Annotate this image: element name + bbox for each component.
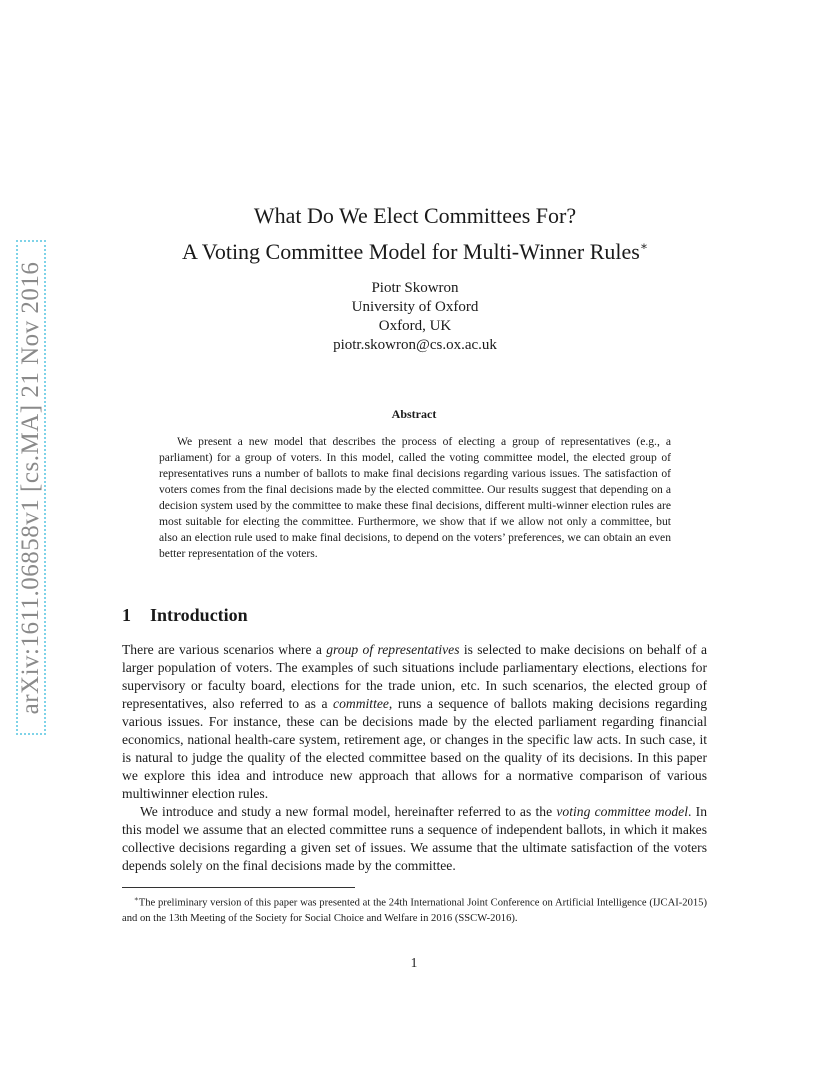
footnote-mark: ∗	[134, 895, 139, 903]
paper-title-line2	[100, 231, 730, 267]
para1-emphasis-a: group of representatives	[326, 642, 460, 657]
abstract-heading: Abstract	[391, 407, 437, 421]
author-location: Oxford, UK	[378, 318, 452, 334]
para2-text-b: . In this model we assume that an elected committee runs a sequence of independent ballots, in which it makes collective decisions regarding a given set of issues. We assume that the ultimate satisfaction of the voters depends solely on the final decisions made by the committee.	[122, 804, 707, 873]
section-heading	[122, 605, 248, 626]
section-number: 1	[122, 605, 131, 625]
para1-text-c: , runs a sequence of ballots making decisions regarding various issues. For instance, these can be decisions made by the elected parliament regarding financial economics, national health-care system, retirement age, or changes in the specific law acts. In such case, it is natural to judge the quality of the elected committee based on the quality of its decisions. In this paper we explore this idea and introduce new approach that allows for a normative comparison of various multiwinner election rules.	[122, 696, 707, 801]
section-title: Introduction	[150, 605, 248, 625]
footnote-rule	[122, 887, 355, 888]
arxiv-stamp	[16, 240, 46, 735]
abstract-text: We present a new model that describes the process of electing a group of representatives (e.g., a parliament) for a group of voters. In this model, called the voting committee model, the elected group of representatives runs a number of ballots to make final decisions regarding various issues. The satisfaction of voters comes from the final decisions made by the elected committee. Our results suggest that depending on a decision system used by the committee to make these final decisions, different multi-winner election rules are most suitable for electing the committee. Furthermore, we show that if we allow not only a committee, but also an election rule used to make final decisions, to depend on the voters’ preferences, we can obtain an even better representation of the voters.	[159, 435, 671, 560]
page-number: 1	[410, 955, 418, 970]
footnote-text: The preliminary version of this paper was presented at the 24th International Joint Conference on Artificial Intelligence (IJCAI-2015) and on the 13th Meeting of the Society for Social Choice and Welfare in 2016 (SSCW-2016).	[122, 897, 707, 924]
arxiv-stamp-text: arXiv:1611.06858v1 [cs.MA] 21 Nov 2016	[17, 261, 44, 714]
para1-emphasis-b: committee	[333, 696, 389, 711]
author-email: piotr.skowron@cs.ox.ac.uk	[333, 337, 497, 353]
paragraph-2	[122, 803, 707, 875]
footnote	[122, 892, 707, 926]
para1-text-a: There are various scenarios where a	[122, 642, 327, 657]
paper-title-line2-text: A Voting Committee Model for Multi-Winner Rules	[182, 239, 640, 264]
paper-title-line1: What Do We Elect Committees For?	[253, 203, 577, 228]
title-footnote-mark: ∗	[639, 239, 648, 253]
para1-text-b: is selected to make decisions on behalf of a larger population of voters. The examples of such situations include parliamentary elections, elections for supervisory or faculty board, elections for the trade union, etc. In such scenarios, the elected group of representatives, also referred to as a	[122, 642, 707, 711]
para2-emphasis-a: voting committee model	[556, 804, 688, 819]
para2-text-a: We introduce and study a new formal model, hereinafter referred to as the	[140, 804, 557, 819]
author-affiliation: University of Oxford	[351, 299, 479, 315]
author-block	[100, 279, 730, 355]
body-text	[122, 641, 707, 875]
author-name: Piotr Skowron	[371, 280, 459, 296]
paragraph-1	[122, 641, 707, 803]
